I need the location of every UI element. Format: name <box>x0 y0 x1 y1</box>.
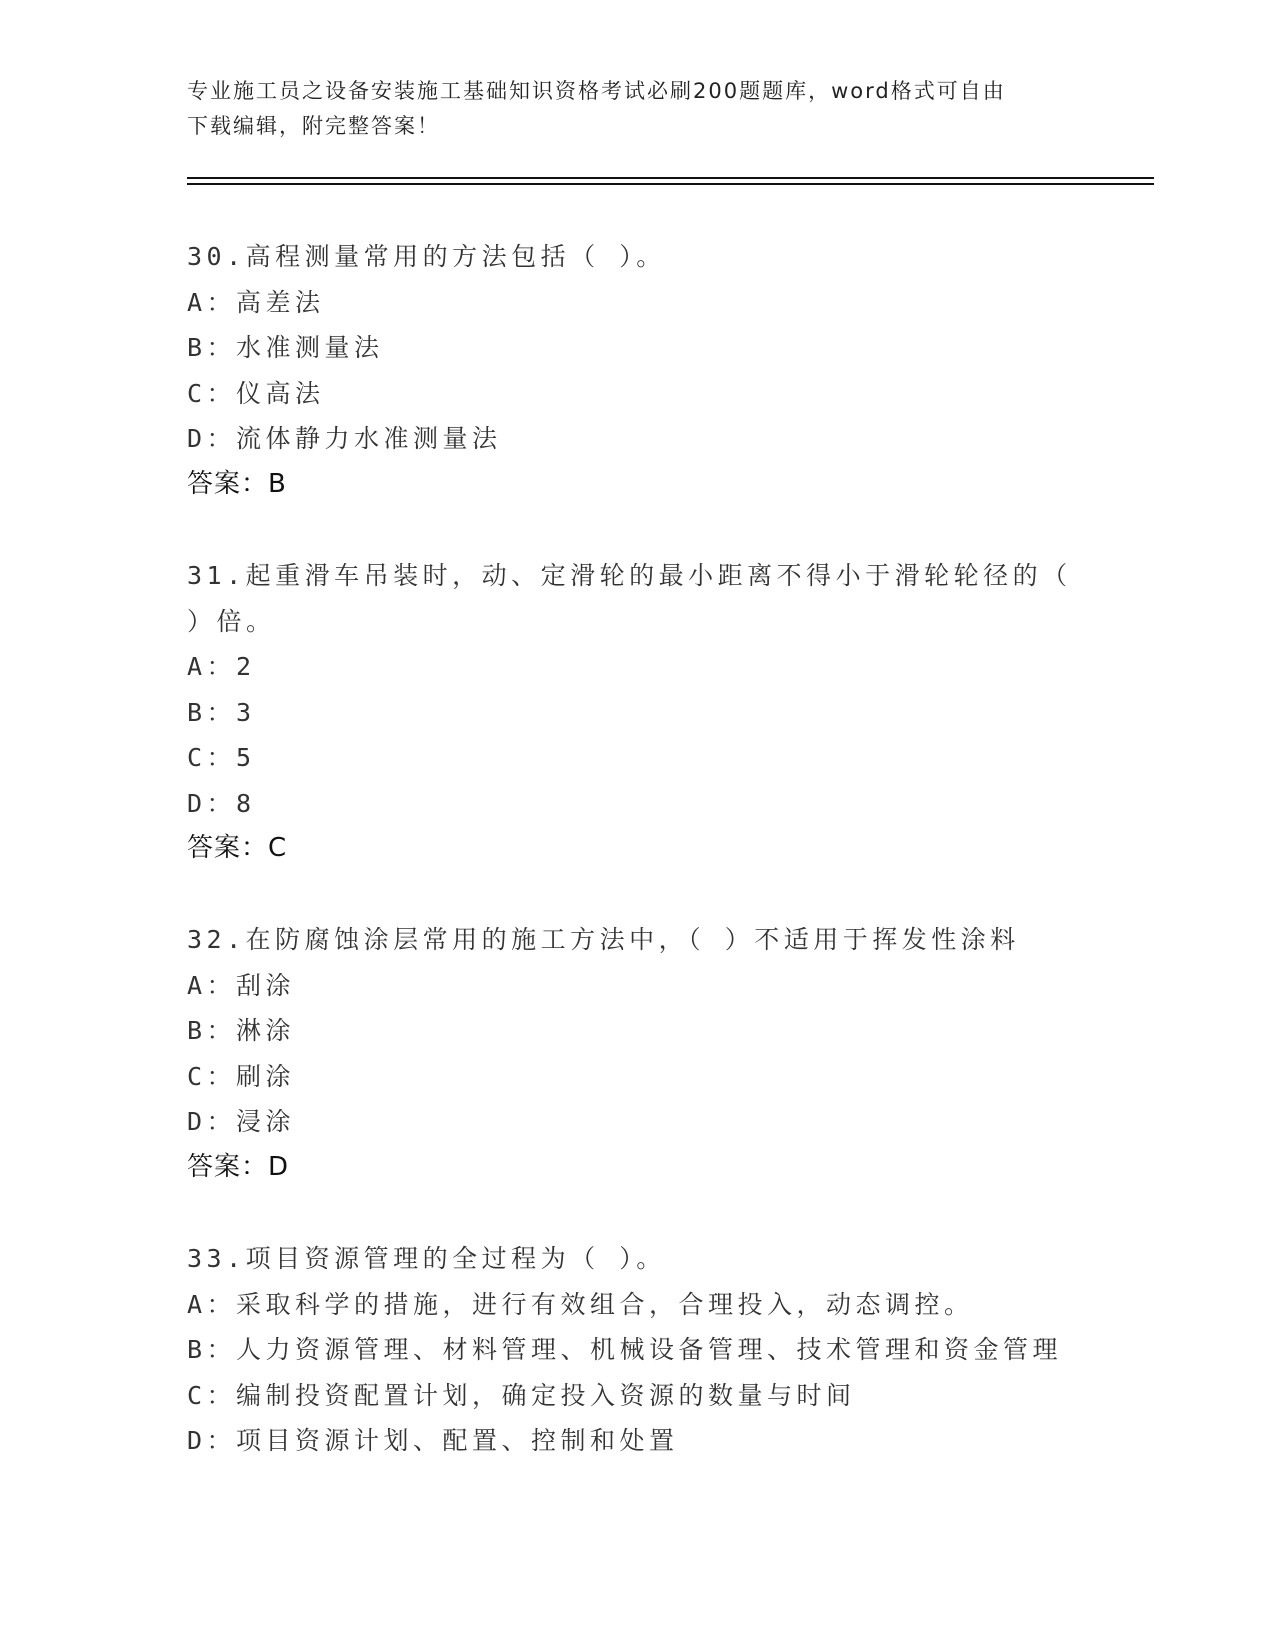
option-b: B：3 <box>187 697 256 727</box>
question-stem: 32.在防腐蚀涂层常用的施工方法中，（ ）不适用于挥发性涂料 <box>187 925 1020 954</box>
option-d: D：项目资源计划、配置、控制和处置 <box>187 1426 679 1455</box>
option-a: A：采取科学的措施，进行有效组合，合理投入，动态调控。 <box>187 1289 974 1319</box>
question-33 <box>187 1236 1087 1464</box>
document-header <box>187 74 1087 144</box>
option-b: B：水准测量法 <box>187 333 384 362</box>
option-b: B：人力资源管理、材料管理、机械设备管理、技术管理和资金管理 <box>187 1335 1063 1364</box>
answer: 答案：B <box>187 468 287 499</box>
header-divider-top <box>187 177 1154 179</box>
question-32 <box>187 917 1087 1190</box>
option-c: C：仪高法 <box>187 378 325 408</box>
option-c: C：5 <box>187 743 256 772</box>
question-stem-continued: ）倍。 <box>187 606 276 636</box>
option-a: A：2 <box>187 652 256 681</box>
option-d: D：流体静力水准测量法 <box>187 424 502 453</box>
option-c: C：刷涂 <box>187 1061 296 1091</box>
header-line-1: 专业施工员之设备安装施工基础知识资格考试必刷200题题库，word格式可自由 <box>187 79 1006 103</box>
question-30 <box>187 234 1087 507</box>
option-b: B：淋涂 <box>187 1016 296 1045</box>
header-divider-bottom <box>187 183 1154 185</box>
answer: 答案：D <box>187 1151 290 1182</box>
question-stem: 33.项目资源管理的全过程为（ ）。 <box>187 1244 666 1273</box>
answer: 答案：C <box>187 833 288 863</box>
question-stem: 31.起重滑车吊装时，动、定滑轮的最小距离不得小于滑轮轮径的（ <box>187 561 1072 590</box>
header-line-2: 下载编辑，附完整答案！ <box>187 114 440 138</box>
option-a: A：刮涂 <box>187 970 296 1000</box>
option-c: C：编制投资配置计划，确定投入资源的数量与时间 <box>187 1380 856 1410</box>
question-stem: 30.高程测量常用的方法包括（ ）。 <box>187 242 666 271</box>
option-d: D：8 <box>187 788 256 818</box>
option-a: A：高差法 <box>187 287 325 317</box>
option-d: D：浸涂 <box>187 1107 296 1136</box>
question-31 <box>187 553 1087 871</box>
